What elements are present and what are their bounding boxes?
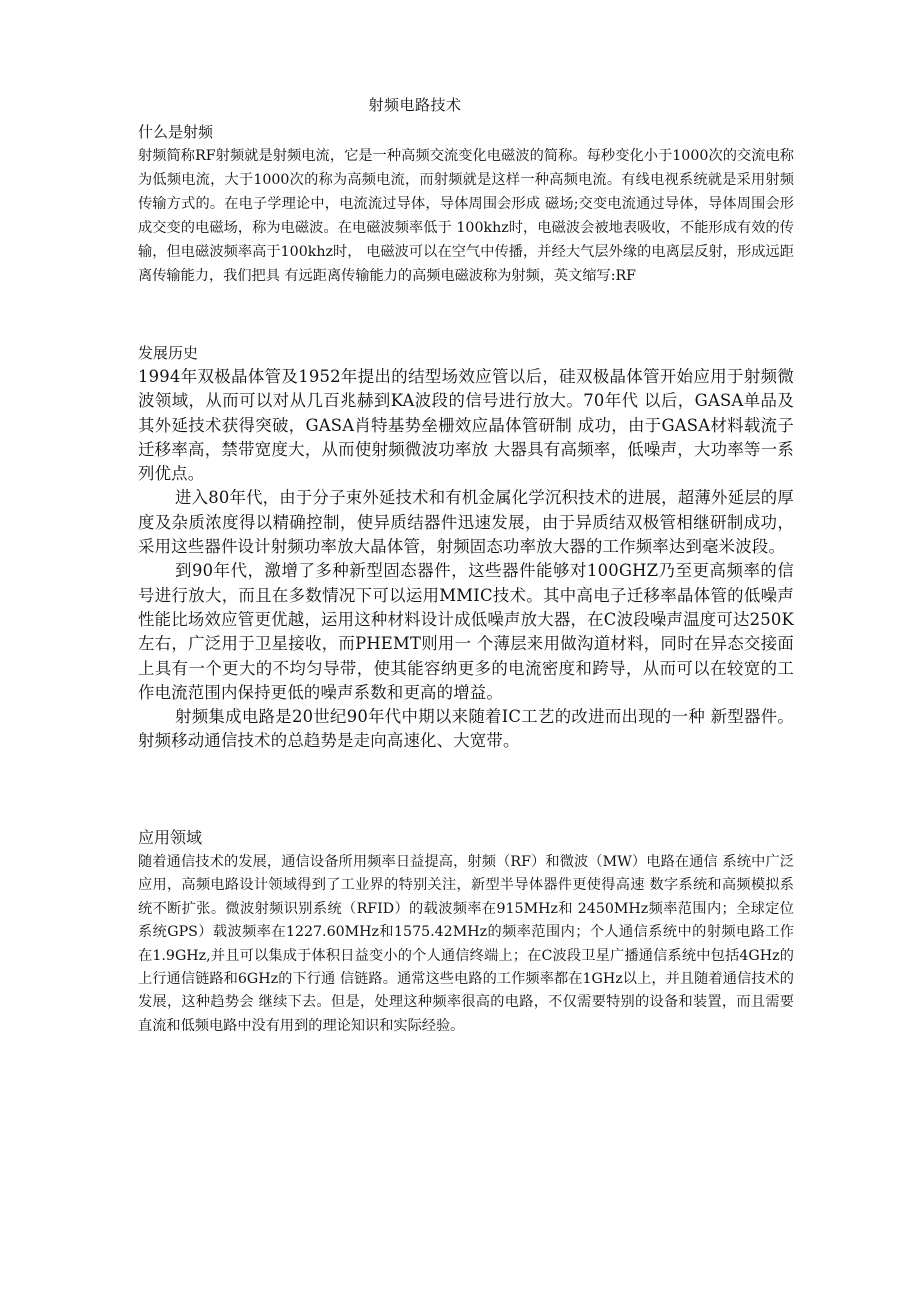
section-paragraph: 射频集成电路是20世纪90年代中期以来随着IC工艺的改进而出现的一种 新型器件。射频移动通信技术的总趋势是走向高速化、大宽带。 [138,707,794,751]
section-applications [138,825,794,1038]
section-heading: 发展历史 [138,344,199,362]
section-what-is-rf [138,120,794,288]
section-paragraph: 1994年双极晶体管及1952年提出的结型场效应管以后，硅双极晶体管开始应用于射频微波领域，从而可以对从几百兆赫到KA波段的信号进行放大。70年代 以后，GASA单品及其外延技术获得突破，GASA肖特基势垒栅效应晶体管研制 成功，由于GASA材料载流子迁移率高，禁带宽度大，从而使射频微波功率放 大器具有高频率，低噪声，大功率等一系列优点。 [138,367,794,484]
section-paragraph: 随着通信技术的发展，通信设备所用频率日益提高，射频（RF）和微波（MW）电路在通信 系统中广泛应用，高频电路设计领域得到了工业界的特别关注，新型半导体器件更使得高速 数字系统和高频模拟系统不断扩张。微波射频识别系统（RFID）的载波频率在915MHz和 2450MHz频率范围内；全球定位系统GPS）载波频率在1227.60MHz和1575.42MHz的频率范围内；个人通信系统中的射频电路工作在1.9GHz,并且可以集成于体积日益变小的个人通信终端上；在C波段卫星广播通信系统中包括4GHz的上行通信链路和6GHz的下行通 信链路。通常这些电路的工作频率都在1GHz以上，并且随着通信技术的发展，这种趋势会 继续下去。但是，处理这种频率很高的电路，不仅需要特别的设备和装置，而且需要直流和低频电路中没有用到的理论知识和实际经验。 [138,854,794,1034]
section-paragraph: 到90年代，激增了多种新型固态器件，这些器件能够对100GHZ乃至更高频率的信号进行放大，而且在多数情况下可以运用MMIC技术。其中高电子迁移率晶体管的低噪声性能比场效应管更优越，运用这种材料设计成低噪声放大器，在C波段噪声温度可达250K左右，广泛用于卫星接收，而PHEMT则用一 个薄层来用做沟道材料，同时在异态交接面上具有一个更大的不均匀导带，使其能容纳更多的电流密度和跨导，从而可以在较宽的工作电流范围内保持更低的噪声系数和更高的增益。 [138,561,794,702]
section-heading: 什么是射频 [138,123,214,141]
section-paragraph: 射频简称RF射频就是射频电流，它是一种高频交流变化电磁波的简称。每秒变化小于1000次的交流电称为低频电流，大于1000次的称为高频电流，而射频就是这样一种高频电流。有线电视系统就是采用射频传输方式的。在电子学理论中，电流流过导体，导体周围会形成 磁场;交变电流通过导体，导体周围会形成交变的电磁场，称为电磁波。在电磁波频率低于 100khz时，电磁波会被地表吸收，不能形成有效的传输，但电磁波频率高于100khz时， 电磁波可以在空气中传播，并经大气层外缘的电离层反射，形成远距离传输能力，我们把具 有远距离传输能力的高频电磁波称为射频，英文缩写:RF [138,148,794,284]
section-paragraph: 进入80年代，由于分子束外延技术和有机金属化学沉积技术的进展，超薄外延层的厚度及杂质浓度得以精确控制，使异质结器件迅速发展，由于异质结双极管相继研制成功，采用这些器件设计射频功率放大晶体管，射频固态功率放大器的工作频率达到毫米波段。 [138,488,794,557]
document-title: 射频电路技术 [368,96,462,114]
section-history [138,341,794,754]
section-heading: 应用领域 [138,828,203,847]
